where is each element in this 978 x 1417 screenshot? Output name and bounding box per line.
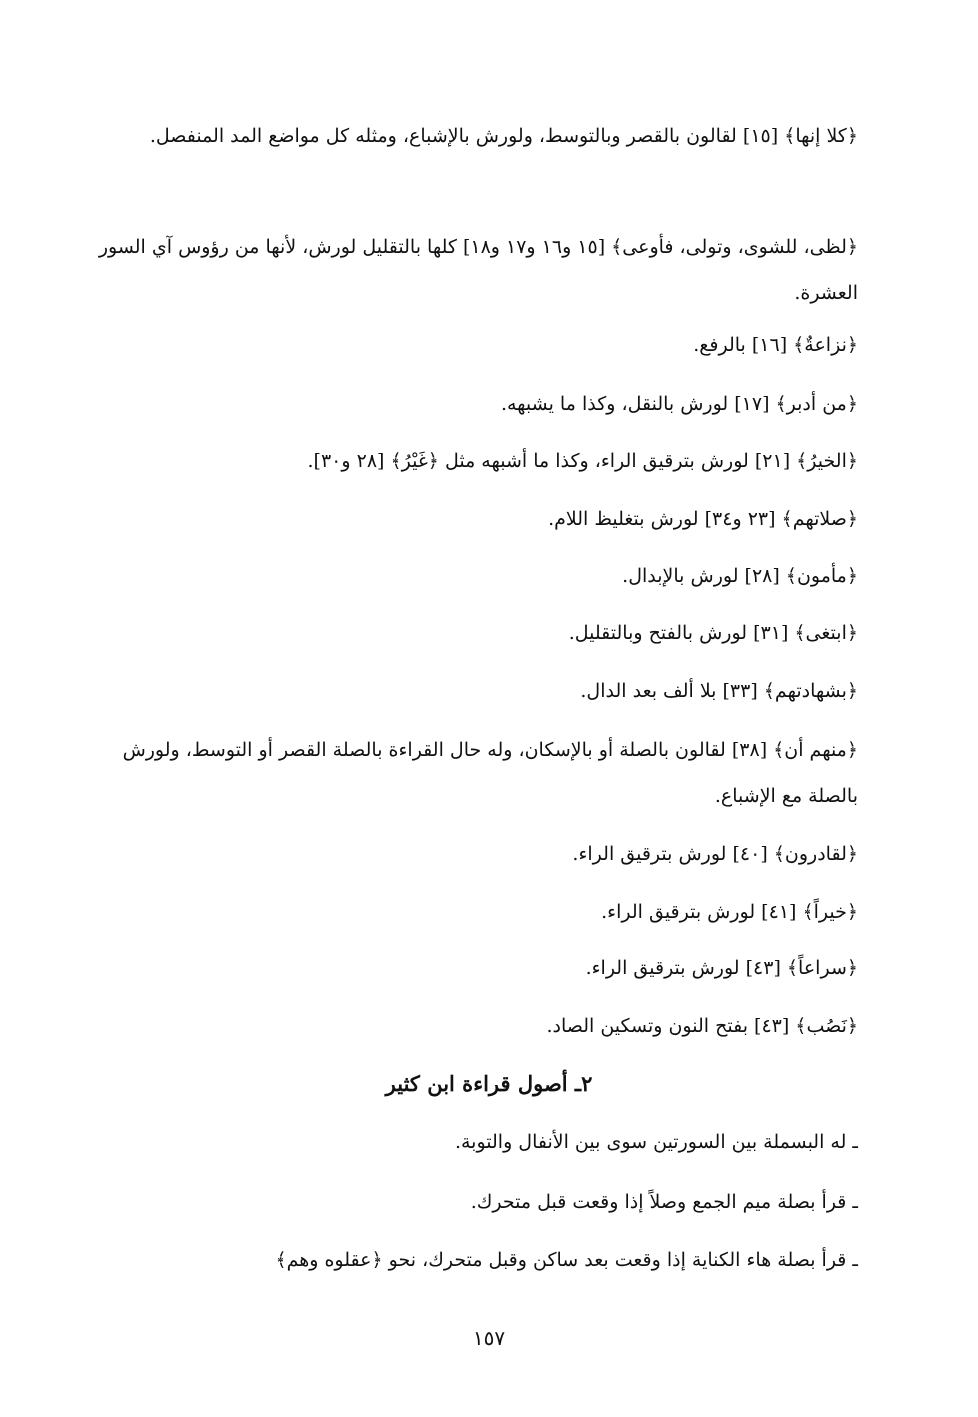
page-number: ١٥٧ — [472, 1326, 506, 1350]
paragraph: ﴿منهم أن﴾ [٣٨] لقالون بالصلة أو بالإسكان، وله حال القراءة بالصلة القصر أو التوسط، ولورش بالصلة مع الإشباع. — [122, 739, 858, 807]
paragraph: ﴿من أدبر﴾ [١٧] لورش بالنقل، وكذا ما يشبهه. — [500, 393, 858, 415]
paragraph: ﴿الخيرُ﴾ [٢١] لورش بترقيق الراء، وكذا ما أشبهه مثل ﴿غَيْرُ﴾ [٢٨ و٣٠]. — [307, 450, 858, 472]
paragraph: ﴿بشهادتهم﴾ [٣٣] بلا ألف بعد الدال. — [580, 680, 858, 702]
paragraph: ﴿صلاتهم﴾ [٢٣ و٣٤] لورش بتغليظ اللام. — [548, 508, 858, 530]
list-item: ـ له البسملة بين السورتين سوى بين الأنفال والتوبة. — [454, 1131, 858, 1153]
paragraph: ﴿مأمون﴾ [٢٨] لورش بالإبدال. — [622, 565, 858, 587]
paragraph: ﴿نَصُب﴾ [٤٣] بفتح النون وتسكين الصاد. — [546, 1015, 858, 1037]
paragraph: ﴿سراعاً﴾ [٤٣] لورش بترقيق الراء. — [585, 957, 858, 979]
paragraph: ﴿نزاعةٌ﴾ [١٦] بالرفع. — [693, 334, 858, 356]
paragraph: ﴿كلا إنها﴾ [١٥] لقالون بالقصر وبالتوسط، ولورش بالإشباع، ومثله كل مواضع المد المنفصل. — [149, 125, 858, 147]
paragraph: ﴿ابتغى﴾ [٣١] لورش بالفتح وبالتقليل. — [568, 622, 858, 644]
paragraph: ﴿خيراً﴾ [٤١] لورش بترقيق الراء. — [601, 901, 858, 923]
paragraph: ﴿لقادرون﴾ [٤٠] لورش بترقيق الراء. — [572, 843, 858, 865]
list-item: ـ قرأ بصلة ميم الجمع وصلاً إذا وقعت قبل متحرك. — [470, 1191, 858, 1213]
list-item: ـ قرأ بصلة هاء الكناية إذا وقعت بعد ساكن وقبل متحرك، نحو ﴿عقلوه وهم﴾ — [275, 1249, 858, 1271]
paragraph: ﴿لظى، للشوى، وتولى، فأوعى﴾ [١٥ و١٦ و١٧ و١٨] كلها بالتقليل لورش، لأنها من رؤوس آي السور العشرة. — [98, 236, 858, 304]
section-heading: ٢ـ أصول قراءة ابن كثير — [385, 1071, 593, 1096]
